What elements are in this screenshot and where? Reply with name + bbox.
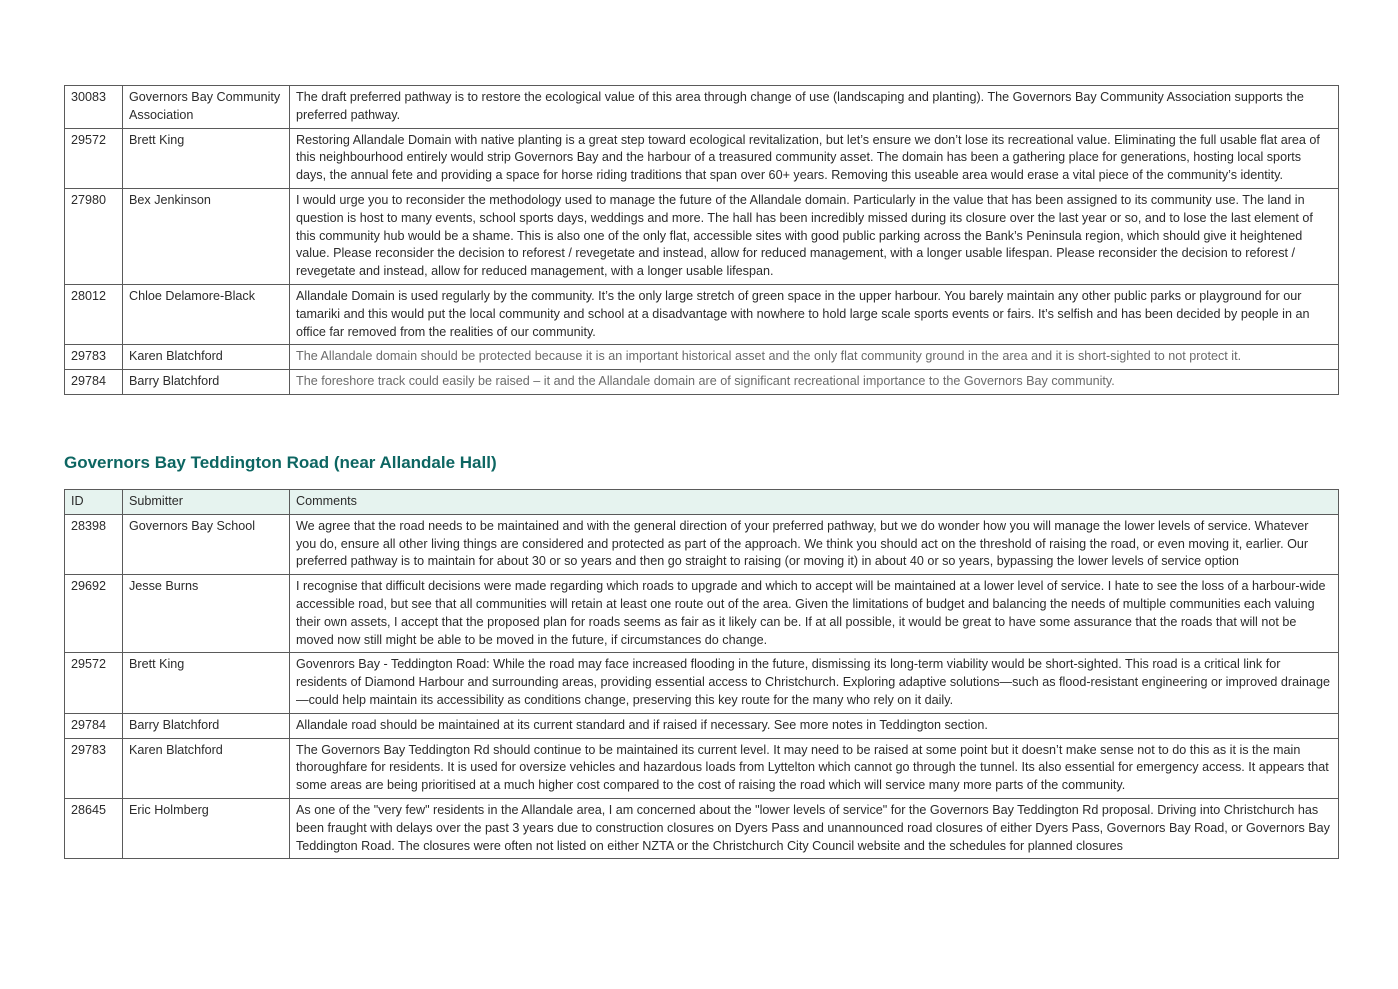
submission-comment: The foreshore track could easily be raised – it and the Allandale domain are of significant recreational importance to the Governors Bay community. [290,370,1339,395]
submission-id: 30083 [65,86,123,129]
table-row [65,798,1339,858]
table-row [65,575,1339,653]
submissions-table-allandale-domain [64,85,1339,395]
table-header-row [65,490,1339,515]
submission-comment: We agree that the road needs to be maintained and with the general direction of your preferred pathway, but we do wonder how you will manage the lower levels of service. Whatever you do, ensure all other living things are considered and protected as part of the approach. We think you should act on the threshold of raising the road, or even moving it, earlier. Our preferred pathway is to maintain for about 30 or so years and then go straight to raising (or moving it) in about 40 or so years, bypassing the lower levels of service option [290,514,1339,574]
submitter-name: Bex Jenkinson [123,188,290,284]
submission-id: 29784 [65,370,123,395]
submitter-name: Karen Blatchford [123,738,290,798]
submission-id: 29572 [65,128,123,188]
submission-comment: As one of the "very few" residents in the Allandale area, I am concerned about the "lower levels of service" for the Governors Bay Teddington Rd proposal. Driving into Christchurch has been fraught with delays over the past 3 years due to construction closures on Dyers Pass and unannounced road closures of either Dyers Pass, Governors Bay Road, or Governors Bay Teddington Road. The closures were often not listed on either NZTA or the Christchurch City Council website and the schedules for planned closures [290,798,1339,858]
submission-id: 29692 [65,575,123,653]
submission-comment: The Governors Bay Teddington Rd should continue to be maintained its current level. It may need to be raised at some point but it doesn’t make sense not to do this as it is the main thoroughfare for residents. It is used for oversize vehicles and hazardous loads from Lyttelton which cannot go through the tunnel. Its also essential for emergency access. It appears that some areas are being prioritised at a much higher cost compared to the cost of raising the road which will service many more parts of the community. [290,738,1339,798]
submission-id: 28012 [65,284,123,344]
column-header-submitter: Submitter [123,490,290,515]
submission-id: 29784 [65,713,123,738]
submission-id: 29783 [65,345,123,370]
submitter-name: Karen Blatchford [123,345,290,370]
submitter-name: Brett King [123,653,290,713]
submitter-name: Jesse Burns [123,575,290,653]
submission-id: 29572 [65,653,123,713]
section-heading: Governors Bay Teddington Road (near Allandale Hall) [64,453,497,472]
submitter-name: Chloe Delamore-Black [123,284,290,344]
table-row [65,86,1339,129]
submitter-name: Barry Blatchford [123,370,290,395]
table-row [65,345,1339,370]
table-row [65,713,1339,738]
column-header-id: ID [65,490,123,515]
submitter-name: Governors Bay Community Association [123,86,290,129]
submitter-name: Eric Holmberg [123,798,290,858]
submission-comment: Allandale Domain is used regularly by the community. It’s the only large stretch of green space in the upper harbour. You barely maintain any other public parks or playground for our tamariki and this would put the local community and school at a disadvantage with nowhere to hold large scale sports events or fairs. It’s selfish and has been decided by people in an office far removed from the realities of our community. [290,284,1339,344]
table-row [65,188,1339,284]
submission-comment: Restoring Allandale Domain with native planting is a great step toward ecological revitalization, but let’s ensure we don’t lose its recreational value. Eliminating the full usable flat area of this neighbourhood entirely would strip Governors Bay and the harbour of a treasured community asset. The domain has been a gathering place for generations, hosting local sports days, the annual fete and providing a space for horse riding traditions that span over 60+ years. Removing this useable area would erase a vital piece of the community’s identity. [290,128,1339,188]
table-row [65,738,1339,798]
column-header-comments: Comments [290,490,1339,515]
submission-comment: I recognise that difficult decisions were made regarding which roads to upgrade and which to accept will be maintained at a lower level of service. I hate to see the loss of a harbour-wide accessible road, but see that all communities will retain at least one route out of the area. Given the limitations of budget and balancing the needs of multiple communities each valuing their own assets, I accept that the proposed plan for roads seems as fair as it likely can be. If at all possible, it would be great to have some assurance that the roads that will not be moved now still might be able to be moved in the future, if circumstances do change. [290,575,1339,653]
submitter-name: Barry Blatchford [123,713,290,738]
table-row [65,370,1339,395]
submission-id: 28398 [65,514,123,574]
submission-id: 28645 [65,798,123,858]
table-row [65,284,1339,344]
table-row [65,653,1339,713]
submission-id: 27980 [65,188,123,284]
submitter-name: Brett King [123,128,290,188]
submission-comment: I would urge you to reconsider the methodology used to manage the future of the Allandale domain. Particularly in the value that has been assigned to its community use. The land in question is host to many events, school sports days, weddings and more. The hall has been incredibly missed during its closure over the last year or so, and to lose the last element of this community hub would be a shame. This is also one of the only flat, accessible sites with good public parking across the Bank’s Peninsula region, which should give it heightened value. Please reconsider the decision to reforest / revegetate and instead, allow for reduced management, with a longer usable lifespan. Please reconsider the decision to reforest / revegetate and instead, allow for reduced management, with a longer usable lifespan. [290,188,1339,284]
submission-comment: Allandale road should be maintained at its current standard and if raised if necessary. See more notes in Teddington section. [290,713,1339,738]
submitter-name: Governors Bay School [123,514,290,574]
submissions-table-teddington-road [64,489,1339,859]
submission-comment: Govenrors Bay - Teddington Road: While the road may face increased flooding in the future, dismissing its long-term viability would be short-sighted. This road is a critical link for residents of Diamond Harbour and surrounding areas, providing essential access to Christchurch. Exploring adaptive solutions—such as flood-resistant engineering or improved drainage—could help maintain its accessibility as conditions change, preserving this key route for the many who rely on it daily. [290,653,1339,713]
submission-comment: The draft preferred pathway is to restore the ecological value of this area through change of use (landscaping and planting). The Governors Bay Community Association supports the preferred pathway. [290,86,1339,129]
submission-comment: The Allandale domain should be protected because it is an important historical asset and the only flat community ground in the area and it is short-sighted to not protect it. [290,345,1339,370]
table-row [65,128,1339,188]
table-row [65,514,1339,574]
submission-id: 29783 [65,738,123,798]
